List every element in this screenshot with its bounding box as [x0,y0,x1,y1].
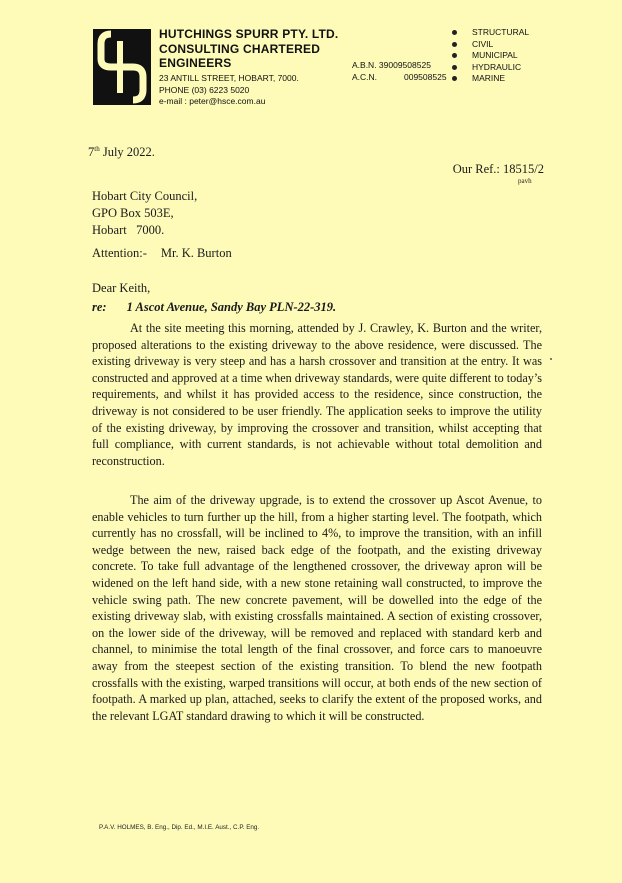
recipient-line: Hobart 7000. [92,223,165,237]
recipient-address [92,188,197,239]
scan-speck [550,358,552,360]
date-suffix: th [94,145,100,153]
letter-date [88,145,155,160]
acn-label: A.C.N. [352,72,378,82]
our-reference: Our Ref.: 18515/2 [452,162,544,176]
bullet-icon [452,76,457,81]
attention-name: Mr. K. Burton [160,246,232,260]
service-label: STRUCTURAL [472,27,530,37]
service-item [452,73,529,85]
attention-line [92,246,232,261]
recipient-line: Hobart City Council, [92,189,198,203]
bullet-icon [452,42,457,47]
salutation: Dear Keith, [92,281,151,295]
bullet-icon [452,30,457,35]
date-day: 7 [88,145,95,160]
subject-label: re: [92,300,107,314]
company-phone: PHONE (03) 6223 5020 [159,84,250,95]
registration-numbers [352,59,447,83]
recipient-line: GPO Box 503E, [92,206,174,220]
subject-text: 1 Ascot Avenue, Sandy Bay PLN-22-319. [126,300,337,314]
services-list [452,27,529,85]
subject-line [92,300,336,315]
company-name-line-3: ENGINEERS [159,56,232,70]
service-label: HYDRAULIC [472,61,522,72]
service-item [452,62,529,74]
service-item [452,50,529,62]
service-label: MARINE [472,73,506,83]
company-address: 23 ANTILL STREET, HOBART, 7000. [159,73,299,83]
service-item [452,39,529,51]
company-name-line-1: HUTCHINGS SPURR PTY. LTD. [159,27,339,41]
acn [352,71,447,83]
service-label: MUNICIPAL [472,50,518,60]
footer-credentials: P.A.V. HOLMES, B. Eng., Dip. Ed., M.I.E. Aust., C.P. Eng. [99,824,260,831]
company-email: e-mail : peter@hsce.com.au [159,96,266,106]
attention-label: Attention:- [92,246,147,260]
company-name-line-2: CONSULTING CHARTERED [159,41,321,56]
service-item [452,27,529,39]
body-paragraph-2: The aim of the driveway upgrade, is to extend the crossover up Ascot Avenue, to enable vehicles to turn further up the hill, from a higher starting level. The footpath, which currently has no crossfall, will be inclined to 4%, to improve the transition, with an infill wedge between the new, raised back edge of the footpath, and the existing driveway concrete. To take full advantage of the lengthened crossover, the driveway apron will be widened on the left hand side, with a new stone retaining wall constructed, to improve the vehicle swing path. The new concrete pavement, will be dowelled into the edge of the existing driveway slab, with existing crossfalls maintained. A section of existing crossover, on the lower side of the driveway, will be removed and replaced with standard kerb and channel, to minimise the total length of the final crossover, and force cars to manoeuvre away from the steepest section of the existing transition. To blend the new footpath crossfalls with the existing, warped transitions will occur, at both ends of the new section of footpath. A marked up plan, attached, seeks to clarify the extent of the proposed works, and the relevant LGAT standard drawing to which it will be constructed. [92,493,542,723]
bullet-icon [452,53,457,58]
service-label: CIVIL [472,38,494,49]
bullet-icon [452,65,457,70]
reference-initials: pavh [518,177,532,185]
company-contact [159,73,299,108]
company-name [159,27,338,71]
acn-value: 009508525 [404,72,447,82]
date-month-year: July 2022. [99,145,155,160]
body-paragraph-1: At the site meeting this morning, attended by J. Crawley, K. Burton and the writer, proposed alterations to the existing driveway to the above residence, were discussed. The existing driveway is very steep and has a harsh crossover and transition at the entry. It was constructed and approved at a time when driveway standards, were quite different to today’s requirements, and whilst it has provided access to the residence, since construction, the driveway is not considered to be user friendly. The application seeks to improve the utility of the existing driveway, by improving the crossover and transition, whilst accepting that full compliance, with current standards, is not achievable without total demolition and reconstruction. [92,321,542,468]
company-logo [93,29,151,105]
abn: A.B.N. 39009508525 [352,60,431,70]
